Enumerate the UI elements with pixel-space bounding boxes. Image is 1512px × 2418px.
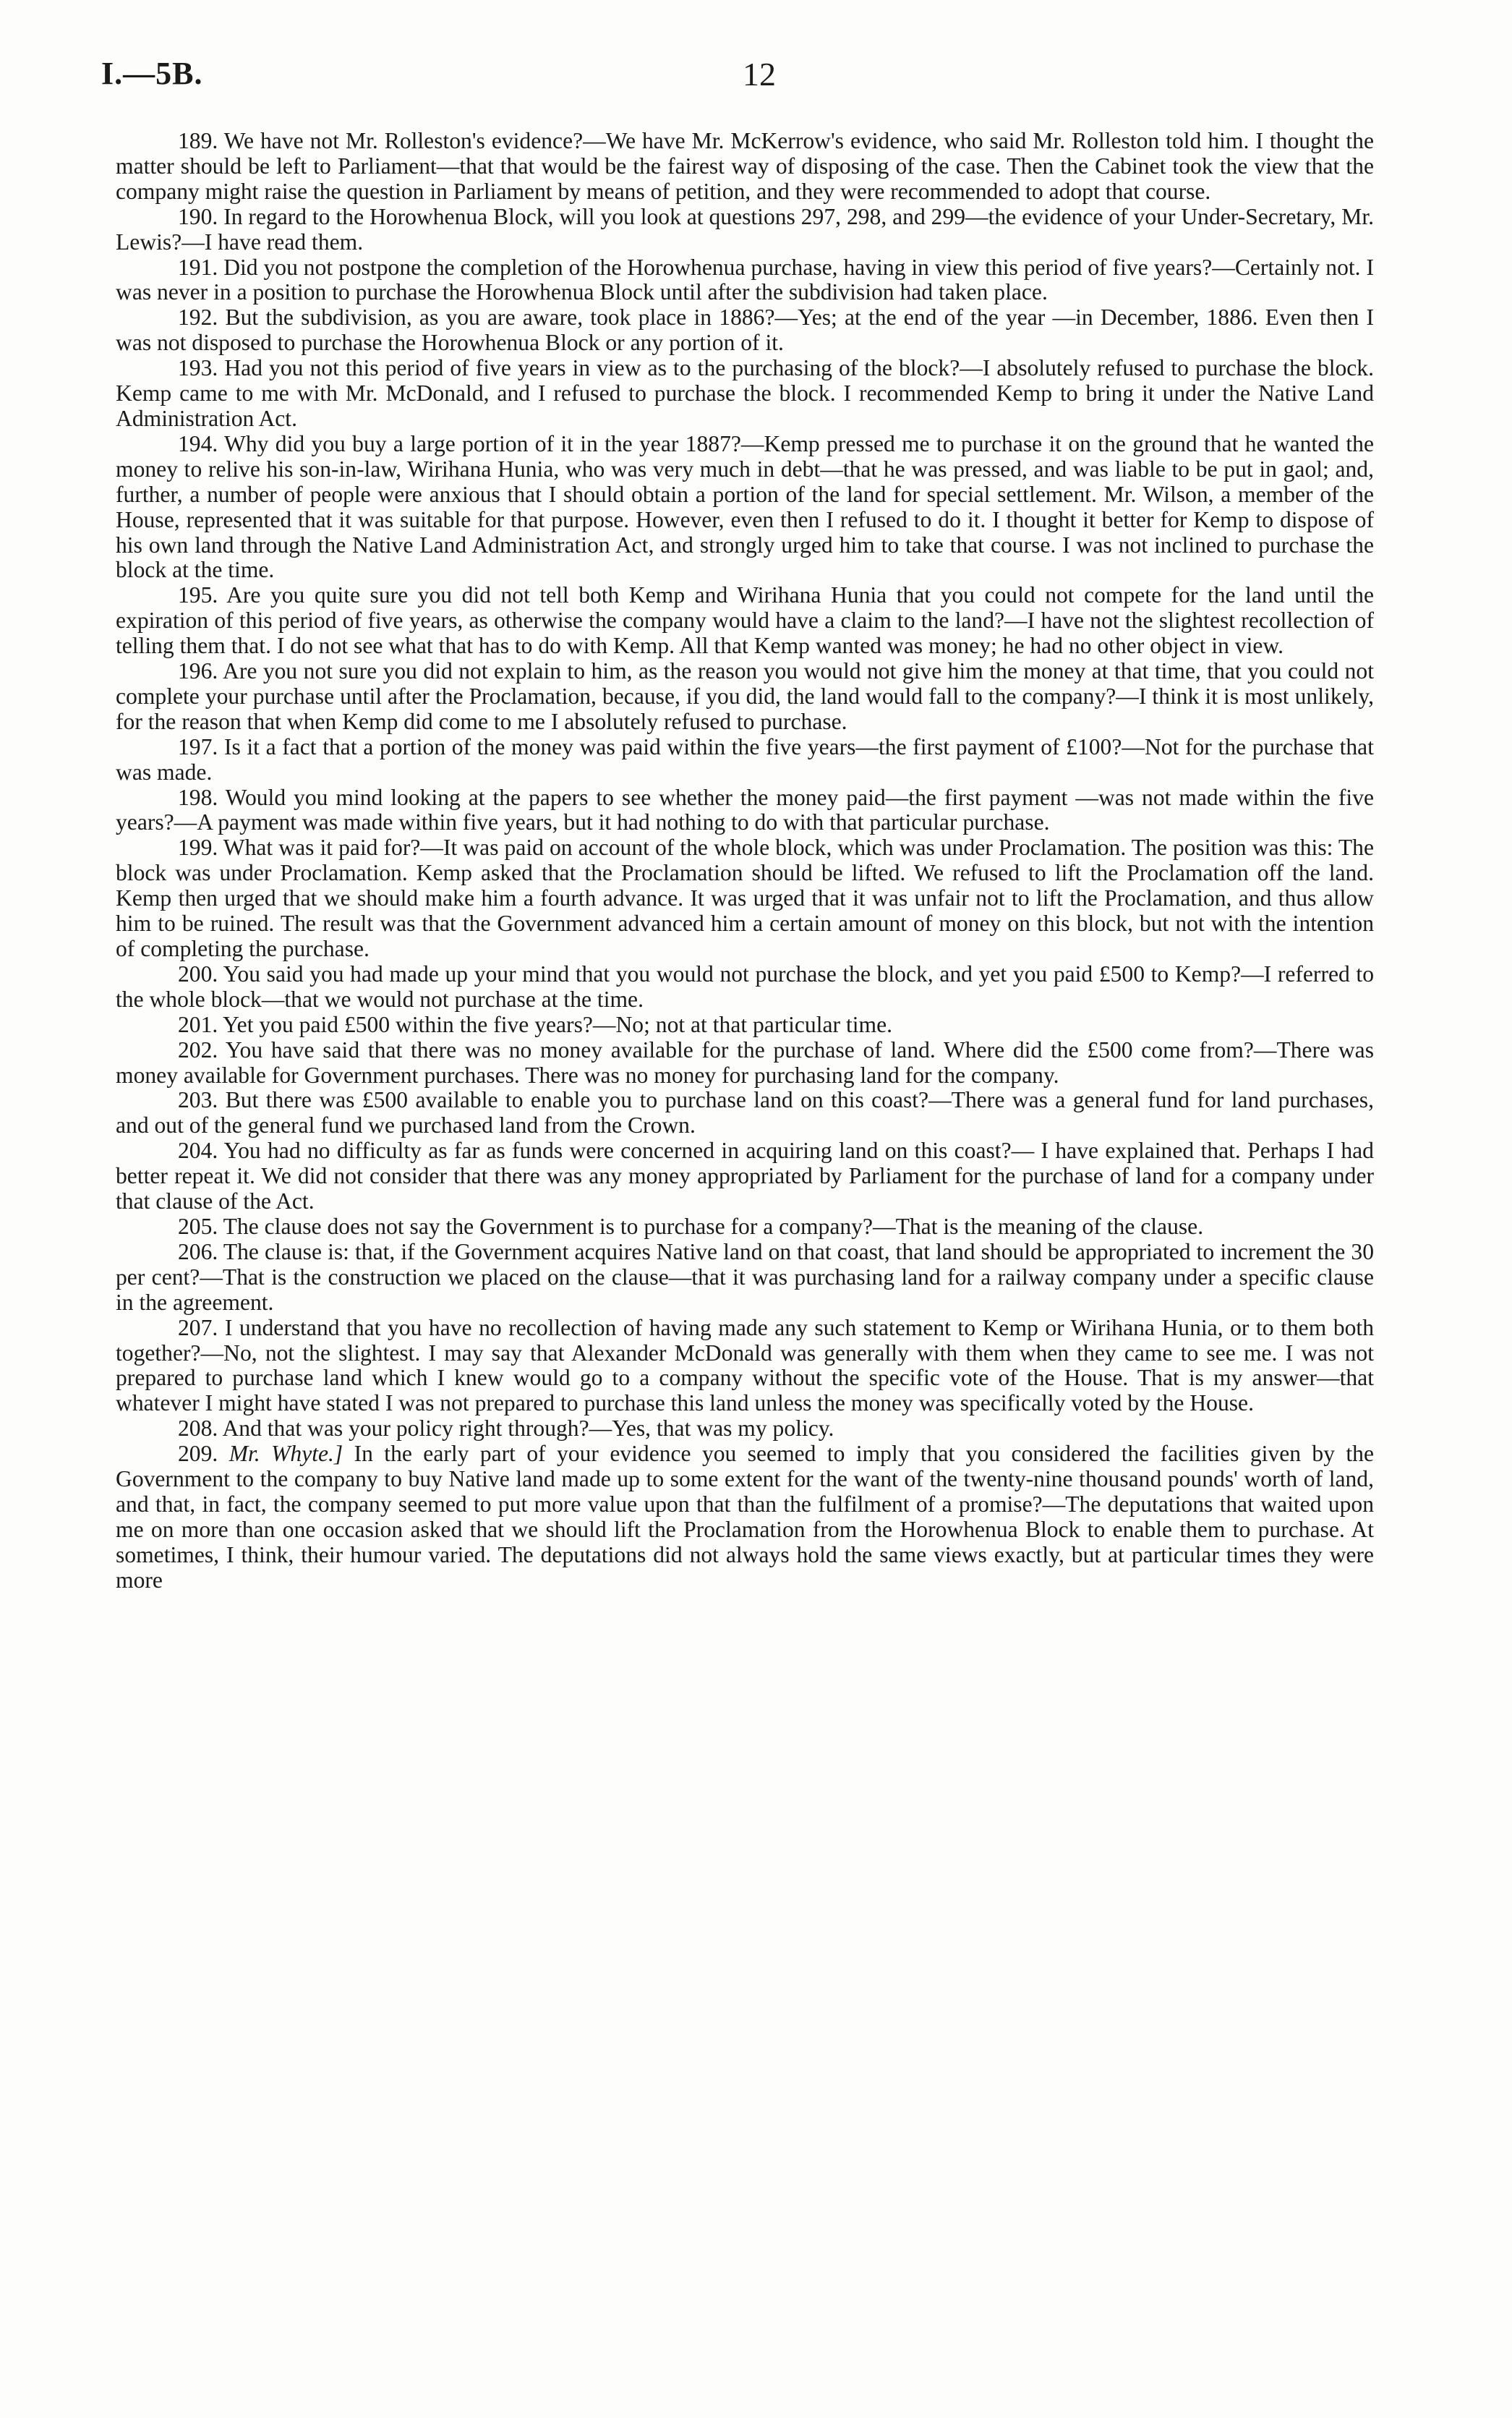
question-text: What was it paid for?—It was paid on account of the whole block, which was under Proclamation. The position was this: The block was under Proclamation. Kemp asked that the Proclamation should be lifted. We refused to lift the Proclamation off the land. Kemp then urged that we should make him a fourth advance. It was urged that it was unfair not to lift the Proclamation, and thus allow him to be ruined. The result was that the Government advanced him a certain amount of money on this block, but not with the intention of completing the purchase. (116, 835, 1374, 961)
question-text: And that was your policy right through?—Yes, that was my policy. (222, 1416, 834, 1442)
question-number: 197. (178, 733, 218, 759)
question-text: Are you not sure you did not explain to him, as the reason you would not give him the money at that time, that you could not complete your purchase until after the Proclamation, because, if you did, the land would fall to the company?—I think it is most unlikely, for the reason that when Kemp did come to me I absolutely refused to purchase. (116, 658, 1375, 734)
question-paragraph (116, 1088, 1374, 1138)
question-number: 207. (178, 1314, 218, 1340)
question-number: 208. (178, 1416, 218, 1442)
question-text: Yet you paid £500 within the five years?—No; not at that particular time. (223, 1011, 892, 1037)
page-header (101, 55, 1417, 98)
page-body (116, 129, 1374, 1593)
question-text: But the subdivision, as you are aware, took place in 1886?—Yes; at the end of the year —in December, 1886. Even then I was not disposed to purchase the Horowhenua Block or any portion of it. (116, 305, 1374, 356)
question-number: 198. (178, 784, 218, 810)
question-number: 206. (178, 1238, 218, 1264)
question-paragraph (116, 583, 1374, 659)
question-paragraph (116, 255, 1374, 306)
question-text: I understand that you have no recollection of having made any such statement to Kemp or Wirihana Hunia, or to them both together?—No, not the slightest. I may say that Alexander McDonald was generally with them when they came to see me. I was not prepared to purchase land which I knew would go to a company without the specific vote of the House. That is my answer—that whatever I might have stated I was not prepared to purchase this land unless the money was specifically voted by the House. (116, 1314, 1374, 1416)
question-paragraph (116, 356, 1374, 432)
question-text: Would you mind looking at the papers to see whether the money paid—the first payment —was not made within the five years?—A payment was made within five years, but it had nothing to do with that particular purchase. (116, 784, 1375, 835)
question-number: 195. (178, 582, 218, 608)
question-text: Did you not postpone the completion of the Horowhenua purchase, having in view this period of five years?—Certainly not. I was never in a position to purchase the Horowhenua Block until after the subdivision had taken place. (116, 254, 1374, 305)
question-number: 199. (178, 835, 218, 861)
question-text: But there was £500 available to enable you to purchase land on this coast?—There was a general fund for land purchases, and out of the general fund we purchased land from the Crown. (116, 1087, 1374, 1138)
question-number: 201. (178, 1011, 218, 1037)
question-paragraph (116, 1013, 1374, 1038)
question-text: You had no difficulty as far as funds were concerned in acquiring land on this coast?— I have explained that. Perhaps I had better repeat it. We did not consider that there was any money appropriated by Parliament for the purchase of land for a company under that clause of the Act. (116, 1138, 1374, 1214)
question-paragraph (116, 1442, 1374, 1593)
question-paragraph (116, 129, 1374, 205)
question-text: In the early part of your evidence you seemed to imply that you considered the facilities given by the Government to the company to buy Native land made up to some extent for the want of the twenty-nine thousand pounds' worth of land, and that, in fact, the company seemed to put more value upon that than the fulfilment of a promise?—The deputations that waited upon me on more than one occasion asked that we should lift the Proclamation from the Horowhenua Block to enable them to purchase. At sometimes, I think, their humour varied. The deputations did not always hold the same views exactly, but at particular times they were more (116, 1441, 1374, 1593)
question-paragraph (116, 835, 1374, 962)
question-paragraph (116, 786, 1374, 836)
question-paragraph (116, 432, 1374, 583)
question-number: 202. (178, 1036, 218, 1063)
question-text: Had you not this period of five years in view as to the purchasing of the block?—I absolutely refused to purchase the block. Kemp came to me with Mr. McDonald, and I refused to purchase the block. I recommended Kemp to bring it under the Native Land Administration Act. (116, 355, 1375, 431)
question-paragraph (116, 1416, 1374, 1442)
question-paragraph (116, 1214, 1374, 1240)
question-text: You have said that there was no money available for the purchase of land. Where did the £500 come from?—There was money available for Government purchases. There was no money for purchasing land for the company. (116, 1036, 1374, 1088)
question-text: Is it a fact that a portion of the money was paid within the five years—the first payment of £100?—Not for the purchase that was made. (116, 733, 1374, 785)
question-paragraph (116, 659, 1374, 735)
question-text: The clause does not say the Government is to purchase for a company?—That is the meaning of the clause. (223, 1213, 1204, 1239)
question-number: 196. (178, 658, 218, 684)
question-text: In regard to the Horowhenua Block, will you look at questions 297, 298, and 299—the evidence of your Under-Secretary, Mr. Lewis?—I have read them. (116, 203, 1374, 255)
question-paragraph (116, 735, 1374, 786)
question-paragraph (116, 1038, 1374, 1089)
question-number: 209. (178, 1441, 218, 1467)
question-text: You said you had made up your mind that you would not purchase the block, and yet you paid £500 to Kemp?—I referred to the whole block—that we would not purchase at the time. (116, 961, 1374, 1012)
question-text: Are you quite sure you did not tell both Kemp and Wirihana Hunia that you could not compete for the land until the expiration of this period of five years, as otherwise the company would have a claim to the land?—I have not the slightest recollection of telling them that. I do not see what that has to do with Kemp. All that Kemp wanted was money; he had no other object in view. (116, 582, 1375, 659)
question-number: 204. (178, 1138, 218, 1164)
question-paragraph (116, 305, 1374, 356)
question-number: 205. (178, 1213, 218, 1239)
question-number: 190. (178, 203, 218, 229)
question-number: 189. (178, 128, 218, 153)
question-number: 200. (178, 961, 218, 987)
question-paragraph (116, 962, 1374, 1013)
question-number: 194. (178, 430, 218, 456)
question-number: 203. (178, 1087, 218, 1113)
question-paragraph (116, 1316, 1374, 1417)
question-paragraph (116, 205, 1374, 255)
question-text: We have not Mr. Rolleston's evidence?—We have Mr. McKerrow's evidence, who said Mr. Rolleston told him. I thought the matter should be left to Parliament—that that would be the fairest way of disposing of the case. Then the Cabinet took the view that the company might raise the question in Parliament by means of petition, and they were recommended to adopt that course. (116, 128, 1374, 204)
question-number: 191. (178, 254, 218, 280)
question-paragraph (116, 1240, 1374, 1316)
question-text: The clause is: that, if the Government acquires Native land on that coast, that land should be appropriated to increment the 30 per cent?—That is the construction we placed on the clause—that it was purchasing land for a railway company under a specific clause in the agreement. (116, 1238, 1375, 1315)
speaker-name: Mr. Whyte.] (228, 1441, 343, 1467)
question-number: 193. (178, 355, 218, 381)
question-paragraph (116, 1138, 1374, 1214)
page-number: 12 (743, 56, 776, 93)
question-number: 192. (178, 305, 218, 331)
question-text: Why did you buy a large portion of it in the year 1887?—Kemp pressed me to purchase it on the ground that he wanted the money to relive his son-in-law, Wirihana Hunia, who was very much in debt—that he was pressed, and was liable to be put in gaol; and, further, a number of people were anxious that I should obtain a portion of the land for special settlement. Mr. Wilson, a member of the House, represented that it was suitable for that purpose. However, even then I refused to do it. I thought it better for Kemp to dispose of his own land through the Native Land Administration Act, and strongly urged him to take that course. I was not inclined to purchase the block at the time. (116, 430, 1374, 583)
document-reference: I.—5B. (101, 56, 203, 91)
